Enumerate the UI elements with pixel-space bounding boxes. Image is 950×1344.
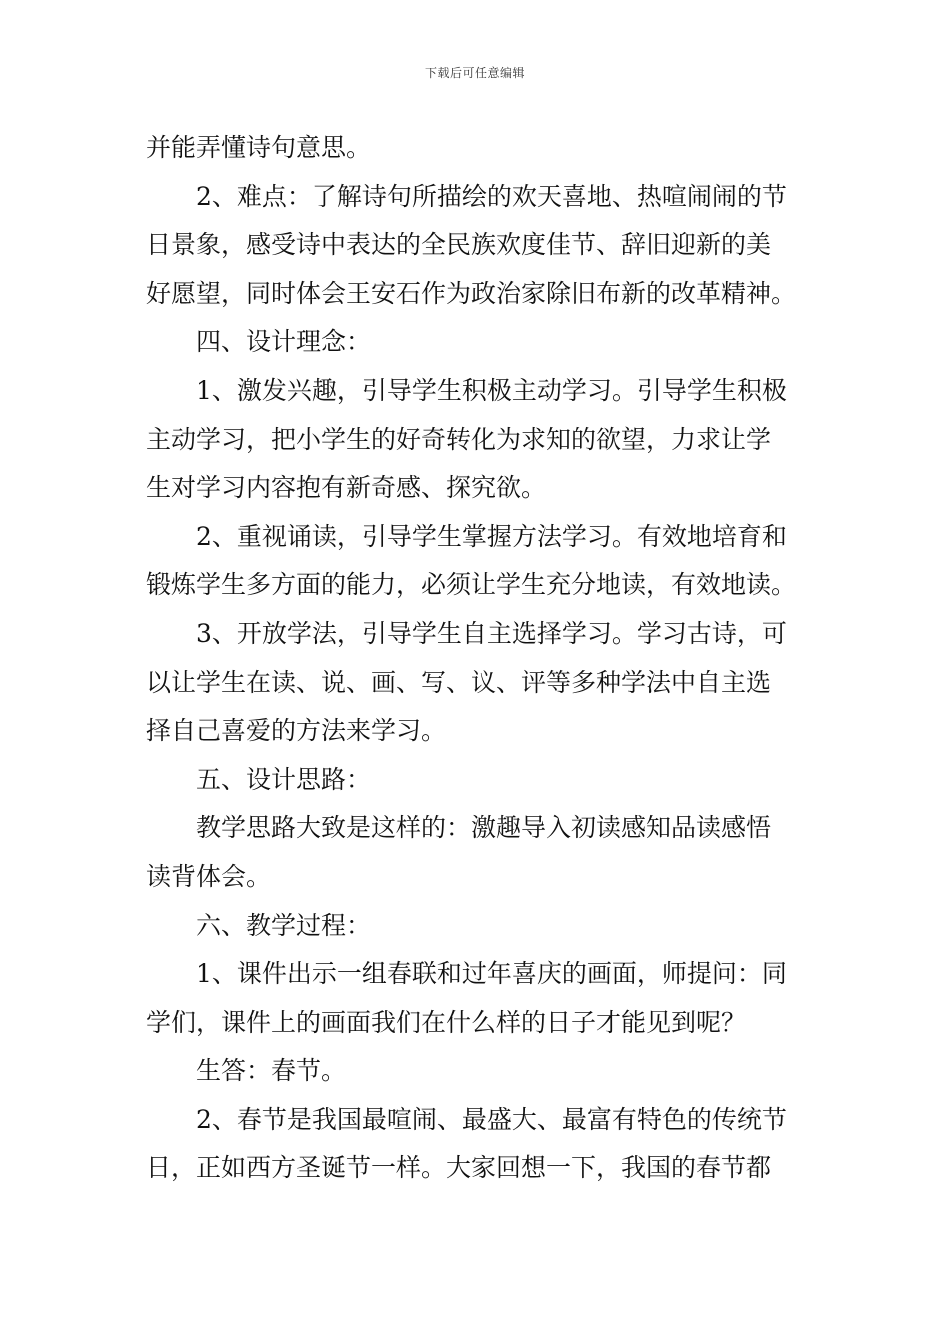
text-line: 以让学生在读、说、画、写、议、评等多种学法中自主选 (146, 667, 772, 697)
text-line: 择自己喜爱的方法来学习。 (146, 716, 447, 746)
text-line: 3、开放学法，引导学生自主选择学习。学习古诗，可 (196, 618, 787, 648)
text-line: 读背体会。 (146, 861, 272, 891)
text-line: 2、春节是我国最喧闹、最盛大、最富有特色的传统节 (196, 1104, 787, 1134)
text-line: 生答：春节。 (196, 1056, 347, 1086)
text-line: 学们，课件上的画面我们在什么样的日子才能见到呢？ (146, 1007, 747, 1037)
text-line: 好愿望，同时体会王安石作为政治家除旧布新的改革精神。 (146, 278, 797, 308)
document-body (146, 124, 806, 1193)
text-line: 教学思路大致是这样的：激趣导入初读感知品读感悟 (196, 813, 772, 843)
text-line: 2、难点：了解诗句所描绘的欢天喜地、热喧闹闹的节 (196, 181, 787, 211)
page-header: 下载后可任意编辑 (424, 66, 525, 80)
text-line: 生对学习内容抱有新奇感、探究欲。 (146, 473, 547, 503)
text-line: 日，正如西方圣诞节一样。大家回想一下，我国的春节都 (146, 1153, 772, 1183)
text-line: 六、教学过程： (196, 910, 372, 940)
text-line: 四、设计理念： (196, 327, 372, 357)
text-line: 并能弄懂诗句意思。 (146, 133, 372, 162)
text-line: 日景象，感受诗中表达的全民族欢度佳节、辞旧迎新的美 (146, 230, 772, 260)
text-line: 主动学习，把小学生的好奇转化为求知的欲望，力求让学 (146, 424, 772, 454)
text-line: 锻炼学生多方面的能力，必须让学生充分地读，有效地读。 (146, 570, 797, 600)
text-line: 1、课件出示一组春联和过年喜庆的画面，师提问：同 (196, 959, 787, 989)
text-line: 五、设计思路： (196, 764, 372, 794)
text-line: 1、激发兴趣，引导学生积极主动学习。引导学生积极 (196, 375, 787, 405)
text-line: 2、重视诵读，引导学生掌握方法学习。有效地培育和 (196, 521, 787, 551)
